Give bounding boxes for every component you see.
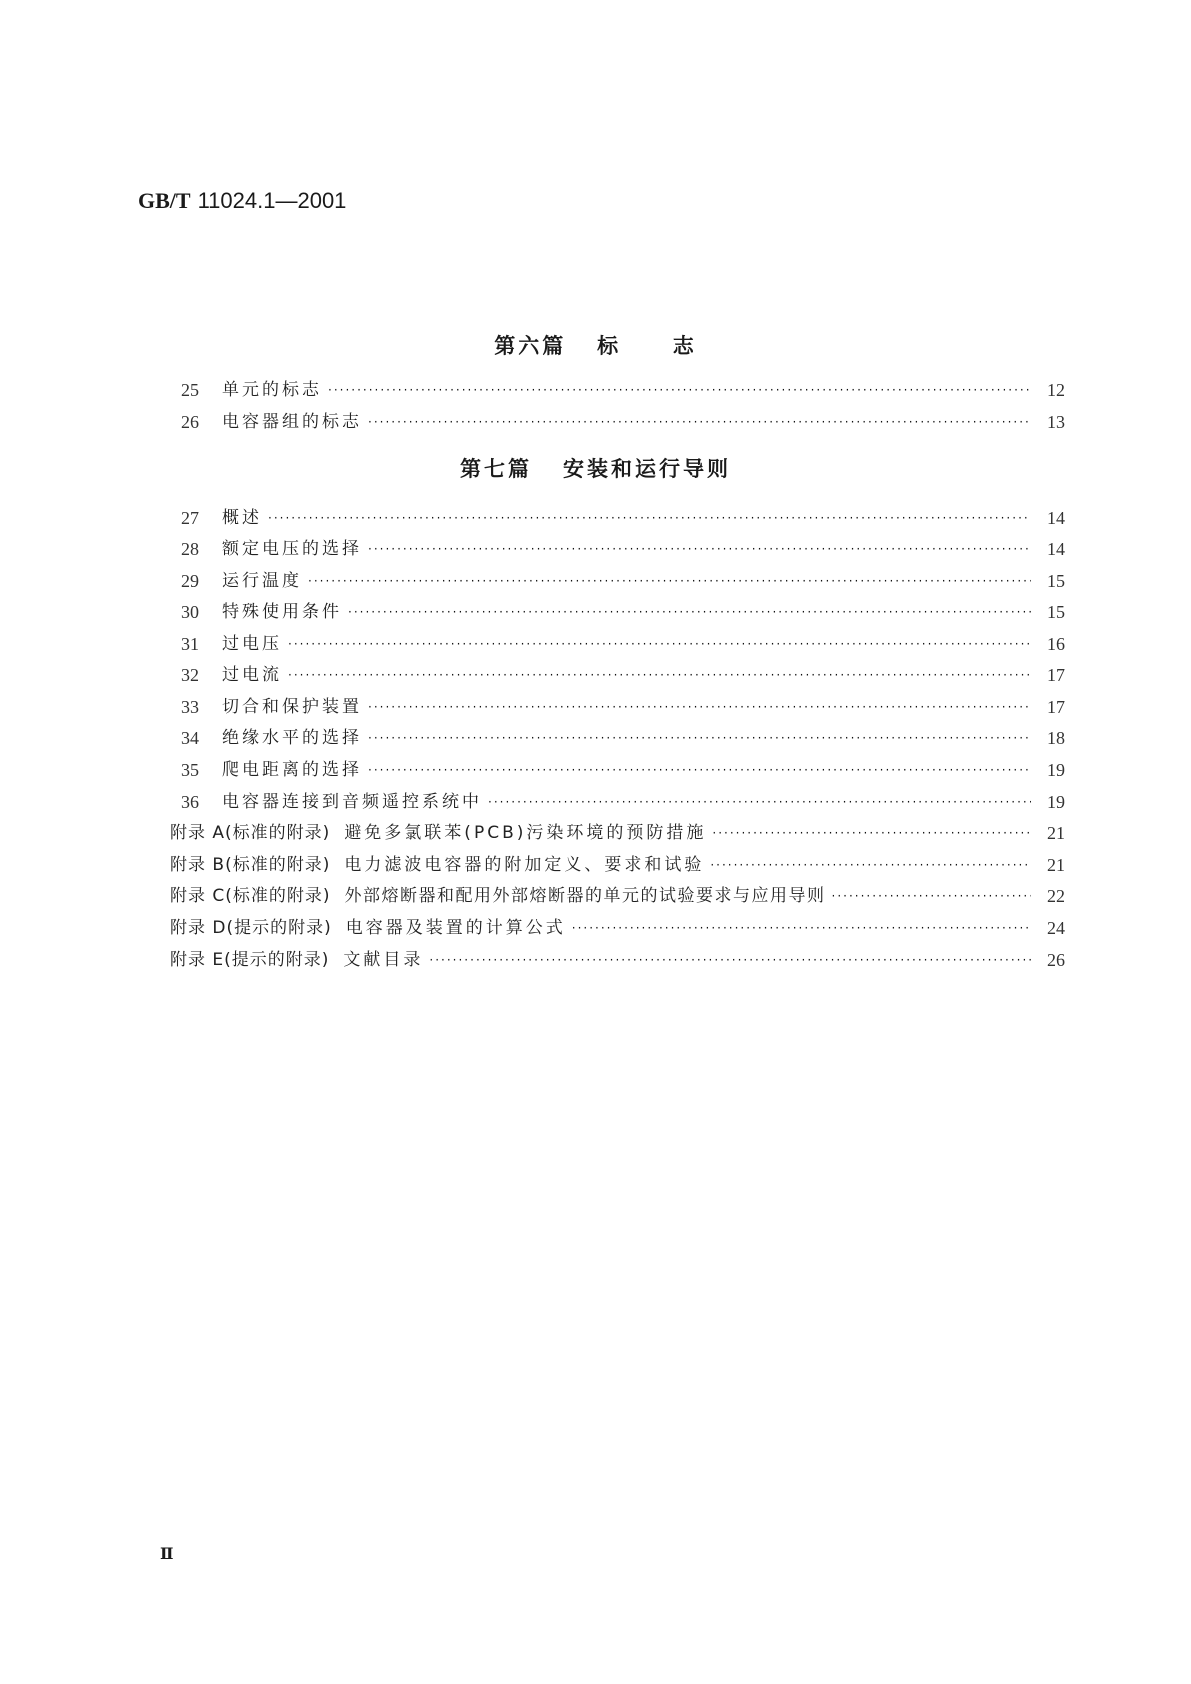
toc-entry-label: 绝缘水平的选择 — [222, 728, 362, 748]
appendix-page: 26 — [1047, 950, 1065, 970]
toc-entry[interactable] — [181, 694, 1065, 720]
toc-entry-number: 27 — [181, 508, 199, 528]
appendix-prefix: 附录 B(标准的附录) — [170, 855, 331, 875]
toc-appendix-c[interactable] — [170, 883, 1065, 909]
toc-entry-label: 爬电距离的选择 — [222, 760, 362, 780]
toc-entry-number: 34 — [181, 728, 199, 748]
toc-entry-number: 36 — [181, 792, 199, 812]
leader-dots — [572, 920, 1031, 936]
leader-dots — [308, 573, 1031, 589]
toc-appendix-e[interactable] — [170, 947, 1065, 973]
toc-entry[interactable] — [181, 757, 1065, 783]
toc-entry[interactable] — [181, 631, 1065, 657]
toc-entry[interactable] — [181, 409, 1065, 435]
appendix-label: 电力滤波电容器的附加定义、要求和试验 — [344, 855, 705, 875]
appendix-label: 避免多氯联苯(PCB)污染环境的预防措施 — [344, 823, 707, 843]
toc-entry[interactable] — [181, 377, 1065, 403]
toc-entry-label: 运行温度 — [222, 571, 302, 591]
toc-entry-label: 过电流 — [222, 665, 282, 685]
toc-entry-number: 31 — [181, 634, 199, 654]
toc-entry-label: 额定电压的选择 — [222, 539, 362, 559]
leader-dots — [429, 952, 1031, 968]
leader-dots — [368, 699, 1031, 715]
toc-appendix-d[interactable] — [170, 915, 1065, 941]
toc-entry-number: 32 — [181, 665, 199, 685]
toc-entry[interactable] — [181, 505, 1065, 531]
leader-dots — [348, 604, 1031, 620]
toc-appendix-a[interactable] — [170, 820, 1065, 846]
appendix-prefix: 附录 A(标准的附录) — [170, 823, 331, 843]
standard-prefix: GB/T — [138, 188, 191, 213]
page-number: Ⅱ — [160, 1544, 174, 1563]
toc-entry[interactable] — [181, 599, 1065, 625]
leader-dots — [288, 667, 1031, 683]
toc-entry-page: 14 — [1047, 539, 1065, 559]
section-title-part6: 第六篇 标 志 — [494, 334, 697, 358]
appendix-label: 文献目录 — [343, 950, 424, 970]
appendix-label: 电容器及装置的计算公式 — [345, 918, 566, 938]
toc-entry[interactable] — [181, 725, 1065, 751]
appendix-prefix: 附录 C(标准的附录) — [170, 886, 331, 906]
leader-dots — [368, 414, 1031, 430]
toc-entry-label: 单元的标志 — [222, 380, 322, 400]
toc-entry-number: 28 — [181, 539, 199, 559]
toc-entry-label: 电容器组的标志 — [222, 412, 362, 432]
toc-entry-label: 过电压 — [222, 634, 282, 654]
leader-dots — [368, 730, 1031, 746]
leader-dots — [710, 857, 1031, 873]
toc-entry-number: 25 — [181, 380, 199, 400]
appendix-label: 外部熔断器和配用外部熔断器的单元的试验要求与应用导则 — [344, 886, 826, 906]
leader-dots — [712, 825, 1031, 841]
toc-entry-page: 17 — [1047, 665, 1065, 685]
toc-entry-label: 特殊使用条件 — [222, 602, 342, 622]
toc-entry-label: 概述 — [222, 508, 262, 528]
leader-dots — [832, 888, 1031, 904]
leader-dots — [328, 382, 1031, 398]
toc-entry-page: 19 — [1047, 792, 1065, 812]
toc-entry-number: 30 — [181, 602, 199, 622]
toc-entry-label: 切合和保护装置 — [222, 697, 362, 717]
appendix-page: 22 — [1047, 886, 1065, 906]
toc-entry-label: 电容器连接到音频遥控系统中 — [222, 792, 482, 812]
appendix-prefix: 附录 D(提示的附录) — [170, 918, 332, 938]
appendix-page: 21 — [1047, 823, 1065, 843]
toc-entry[interactable] — [181, 662, 1065, 688]
appendix-page: 24 — [1047, 918, 1065, 938]
toc-entry-number: 29 — [181, 571, 199, 591]
toc-entry[interactable] — [181, 568, 1065, 594]
leader-dots — [488, 794, 1031, 810]
toc-entry-number: 26 — [181, 412, 199, 432]
leader-dots — [288, 636, 1031, 652]
toc-entry-page: 15 — [1047, 602, 1065, 622]
toc-entry[interactable] — [181, 789, 1065, 815]
standard-number: 11024.1—2001 — [197, 188, 347, 213]
leader-dots — [368, 541, 1031, 557]
appendix-page: 21 — [1047, 855, 1065, 875]
toc-entry-page: 18 — [1047, 728, 1065, 748]
toc-entry-page: 17 — [1047, 697, 1065, 717]
toc-entry-number: 35 — [181, 760, 199, 780]
standard-code — [138, 188, 346, 215]
toc-entry-page: 19 — [1047, 760, 1065, 780]
section-title-part7: 第七篇 安装和运行导则 — [460, 457, 731, 481]
toc-entry-page: 16 — [1047, 634, 1065, 654]
leader-dots — [368, 762, 1031, 778]
toc-entry-page: 12 — [1047, 380, 1065, 400]
toc-appendix-b[interactable] — [170, 852, 1065, 878]
leader-dots — [268, 510, 1031, 526]
toc-entry-page: 13 — [1047, 412, 1065, 432]
appendix-prefix: 附录 E(提示的附录) — [170, 950, 330, 970]
toc-entry-page: 14 — [1047, 508, 1065, 528]
toc-entry[interactable] — [181, 536, 1065, 562]
toc-entry-number: 33 — [181, 697, 199, 717]
toc-entry-page: 15 — [1047, 571, 1065, 591]
